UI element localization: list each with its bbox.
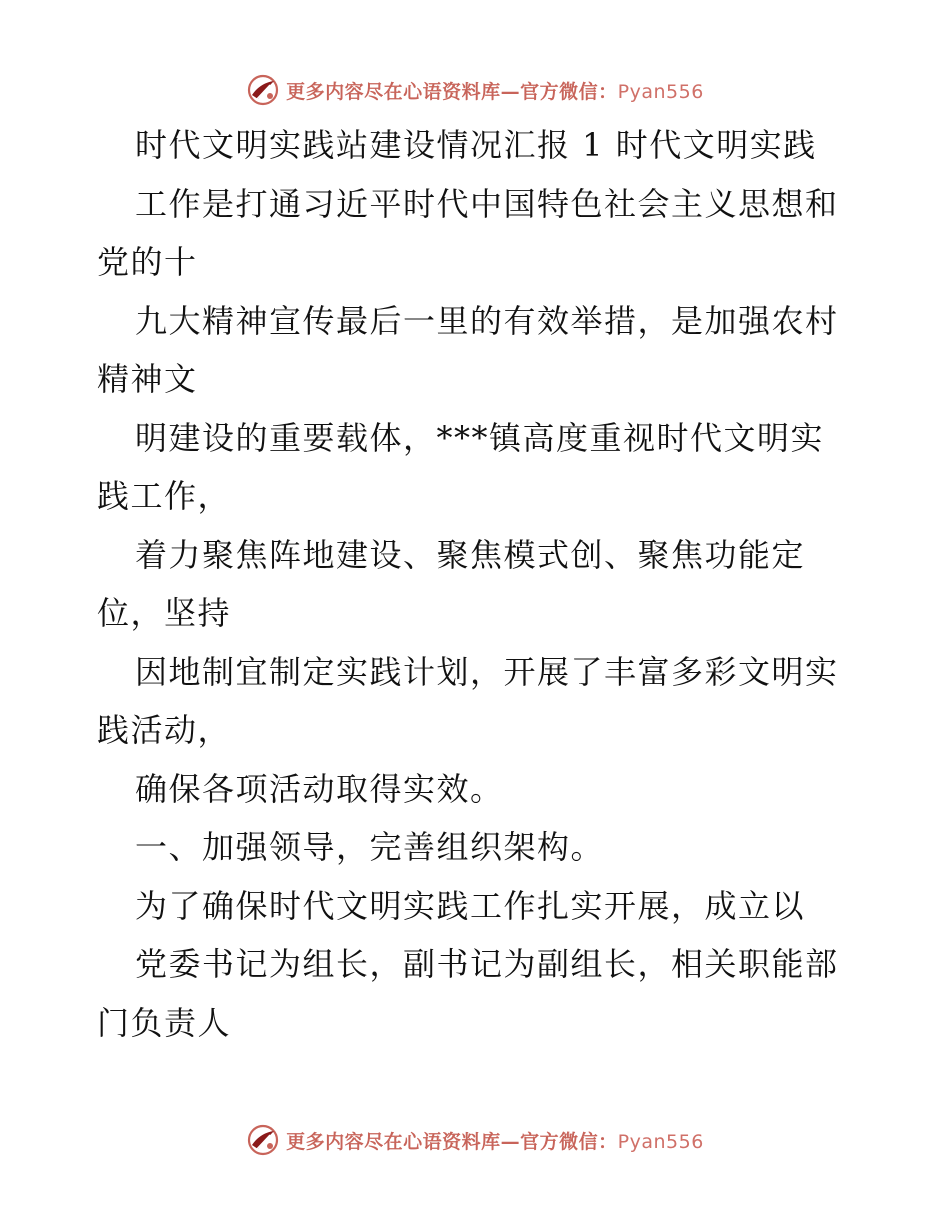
brand-logo-icon xyxy=(246,73,280,107)
watermark-brand: 更多内容尽在心语资料库—官方微信： xyxy=(286,80,618,103)
text-line: 为了确保时代文明实践工作扎实开展，成立以 xyxy=(135,886,806,925)
text-line: 时代文明实践站建设情况汇报 1 时代文明实践 xyxy=(135,126,817,164)
text-line: 践工作， xyxy=(97,477,232,515)
watermark-text xyxy=(286,1127,704,1154)
text-line: 明建设的重要载体，***镇高度重视时代文明实 xyxy=(135,418,825,457)
text-line: 党的十 xyxy=(97,243,198,281)
document-body xyxy=(97,116,857,1052)
text-line: 位，坚持 xyxy=(97,594,232,632)
watermark-wechat-id: Pyan556 xyxy=(617,1130,704,1153)
text-line: 党委书记为组长，副书记为副组长，相关职能部 xyxy=(135,945,839,983)
section-heading: 一、加强领导，完善组织架构。 xyxy=(135,828,605,866)
text-line: 门负责人 xyxy=(97,1003,232,1042)
text-line: 工作是打通习近平时代中国特色社会主义思想和 xyxy=(135,184,839,223)
text-line: 践活动， xyxy=(97,711,232,749)
text-line: 九大精神宣传最后一里的有效举措，是加强农村 xyxy=(135,301,839,340)
brand-logo-icon xyxy=(246,1123,280,1157)
text-line: 着力聚焦阵地建设、聚焦模式创、聚焦功能定 xyxy=(135,535,806,574)
text-line: 因地制宜制定实践计划，开展了丰富多彩文明实 xyxy=(135,652,839,691)
watermark-wechat-id: Pyan556 xyxy=(617,80,704,103)
watermark-brand: 更多内容尽在心语资料库—官方微信： xyxy=(286,1130,618,1153)
watermark-text xyxy=(286,77,704,104)
text-line: 精神文 xyxy=(97,360,198,398)
header-watermark xyxy=(0,70,950,110)
footer-watermark xyxy=(0,1120,950,1160)
text-line: 确保各项活动取得实效。 xyxy=(135,769,504,808)
